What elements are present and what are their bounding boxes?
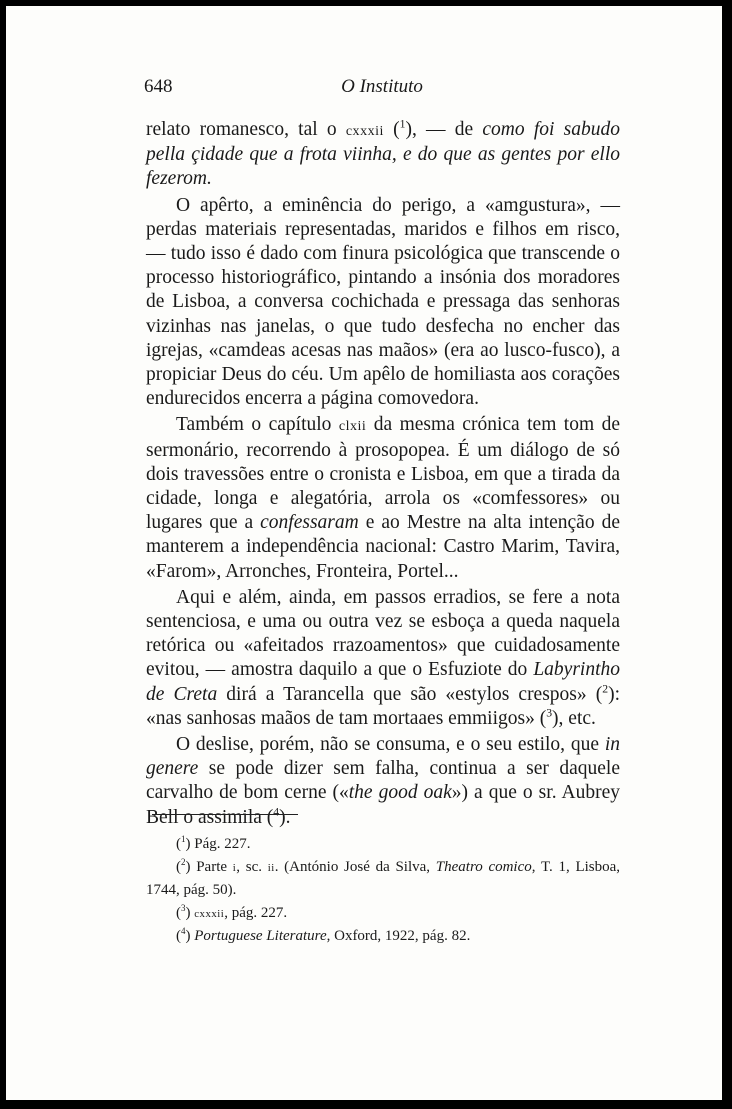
body-text	[146, 118, 620, 830]
footnote: ($^2$) Parte i, sc. ii. (António José da Silva, Theatro comico, T. 1, Lisboa, 1744, pág. 50).	[146, 856, 621, 898]
page-number: 648	[144, 76, 173, 97]
paragraph: relato romanesco, tal o cxxxii ($^1$), — de como foi sabudo pella çidade que a frota viinha, e do que as gentes por ello fezerom.	[146, 117, 620, 190]
running-title: O Instituto	[341, 76, 423, 97]
paragraph: Aqui e além, ainda, em passos erradios, se fere a nota sentenciosa, e uma ou outra vez se esboça a queda naquela retórica ou «afeitados rrazoamentos» que cuidadosamente evitou, — amostra daquilo a que o Esfuziote do Labyrintho de Creta dirá a Tarancella que são «estylos crespos» ($^2$): «nas sanhosas maãos de tam mortaaes emmiigos» ($^3$), etc.	[146, 586, 620, 729]
footnote: ($^4$) Portuguese Literature, Oxford, 1922, pág. 82.	[176, 926, 471, 944]
paragraph: O apêrto, a eminência do perigo, a «amgustura», — perdas materiais representadas, maridos e filhos em risco, — tudo isso é dado com finura psicológica que transcende o processo historiográfico, pintando a insónia dos moradores de Lisboa, a conversa cochichada e pressaga das senhoras vizinhas nas janelas, o que tudo desfecha no encher das igrejas, «camdeas acesas nas maãos» (era ao lusco-fusco), a propiciar Deus do céu. Um apêlo de homiliasta aos corações endurecidos encerra a página comovedora.	[146, 194, 620, 410]
footnote: ($^3$) cxxxii, pág. 227.	[176, 902, 288, 921]
footnotes	[146, 833, 620, 948]
footnote-ref: 2	[602, 682, 609, 696]
page-header	[144, 76, 620, 100]
book-page	[6, 6, 722, 1100]
footnote-ref: 1	[399, 117, 406, 131]
paragraph: O deslise, porém, não se consuma, e o seu estilo, que in genere se pode dizer sem falha, continua a ser daquele carvalho de bom cerne («the good oak») a que o sr. Aubrey Bell o assimila ($^4$).	[146, 734, 620, 828]
footnote: ($^1$) Pág. 227.	[176, 834, 251, 852]
paragraph: Também o capítulo clxii da mesma crónica tem tom de sermonário, recorrendo à prosopopea. É um diálogo de só dois travessões entre o cronista e Lisboa, em que a tirada da cidade, longa e alegatória, arrola os «comfessores» ou lugares que a confessaram e ao Mestre na alta intenção de manterem a independência nacional: Castro Marim, Tavira, «Farom», Arronches, Fronteira, Portel...	[146, 414, 621, 582]
footnote-divider	[152, 814, 298, 815]
footnote-ref: 4	[273, 805, 280, 819]
footnote-ref: 3	[546, 706, 553, 720]
